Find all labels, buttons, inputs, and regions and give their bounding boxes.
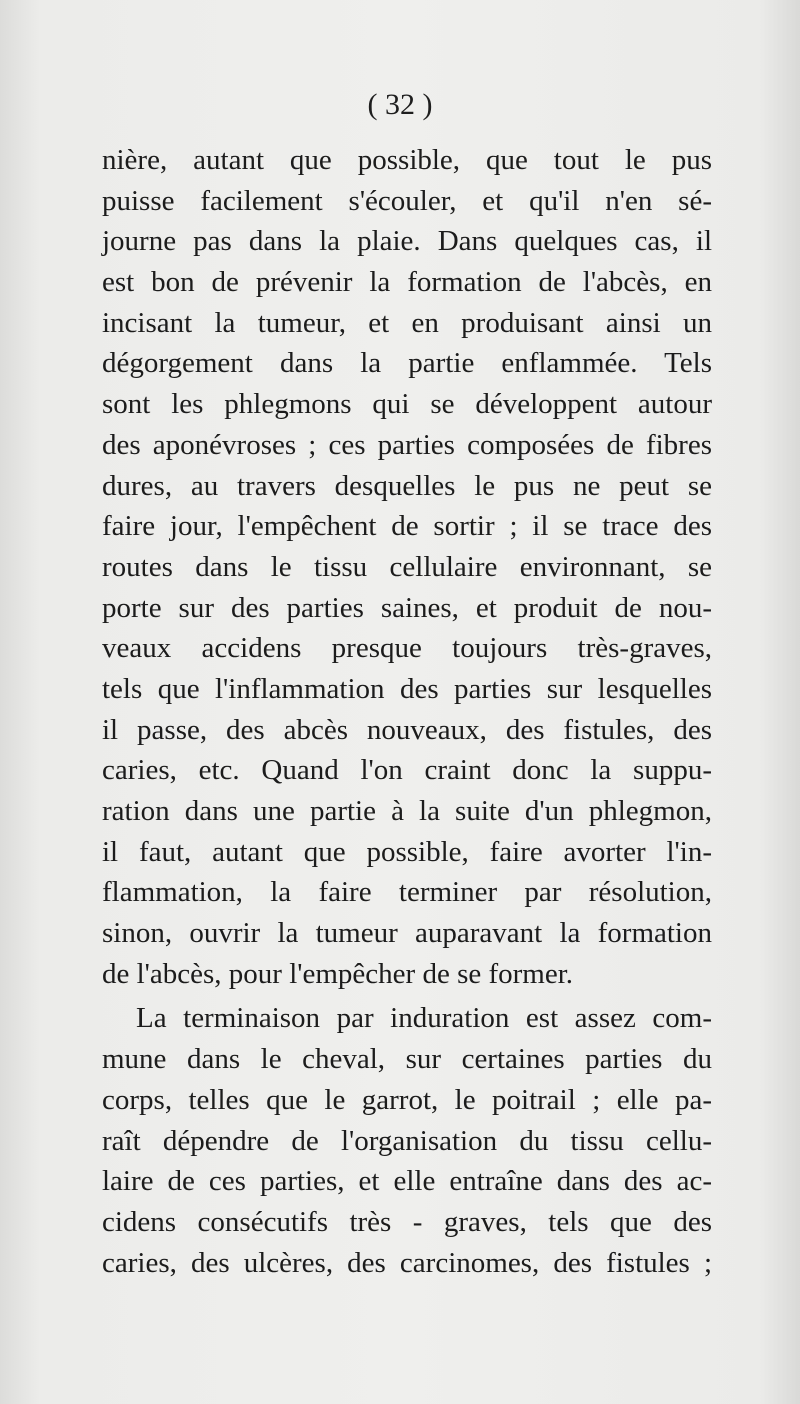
text-line: mune dans le cheval, sur certaines parties du: [102, 1043, 712, 1076]
text-line: caries, etc. Quand l'on craint donc la suppu-: [102, 754, 712, 787]
text-line: il faut, autant que possible, faire avorter l'in-: [102, 835, 712, 868]
text-line: corps, telles que le garrot, le poitrail ; elle pa-: [102, 1083, 712, 1116]
text-line: veaux accidens presque toujours très-graves,: [102, 632, 712, 665]
text-line: sinon, ouvrir la tumeur auparavant la formation: [102, 917, 712, 950]
text-line: journe pas dans la plaie. Dans quelques cas, il: [102, 225, 712, 258]
text-line: il passe, des abcès nouveaux, des fistules, des: [102, 713, 712, 746]
page-number: ( 32 ): [367, 88, 433, 121]
text-line: caries, des ulcères, des carcinomes, des fistules ;: [102, 1246, 712, 1279]
text-line: routes dans le tissu cellulaire environnant, se: [102, 550, 712, 583]
text-line: est bon de prévenir la formation de l'abcès, en: [102, 266, 712, 299]
text-line: de l'abcès, pour l'empêcher de se former.: [102, 957, 574, 990]
text-line: faire jour, l'empêchent de sortir ; il se trace des: [102, 510, 712, 543]
text-line: raît dépendre de l'organisation du tissu cellu-: [102, 1124, 712, 1157]
text-line: cidens consécutifs très - graves, tels que des: [102, 1205, 712, 1238]
text-line: des aponévroses ; ces parties composées de fibres: [102, 428, 712, 461]
paragraph: [102, 998, 712, 1283]
text-line: ration dans une partie à la suite d'un phlegmon,: [102, 795, 712, 827]
paragraph: [102, 140, 712, 994]
text-line: dégorgement dans la partie enflammée. Tels: [102, 347, 712, 380]
text-line: laire de ces parties, et elle entraîne dans des ac-: [102, 1165, 712, 1198]
text-line: flammation, la faire terminer par résolution,: [102, 876, 712, 909]
text-line: sont les phlegmons qui se développent autour: [102, 388, 712, 421]
body-text: [102, 140, 712, 1283]
text-line: La terminaison par induration est assez com-: [136, 1002, 712, 1035]
text-line: dures, au travers desquelles le pus ne peut se: [102, 469, 712, 502]
text-line: puisse facilement s'écouler, et qu'il n'en sé-: [102, 184, 712, 217]
text-line: nière, autant que possible, que tout le pus: [102, 144, 712, 176]
text-line: porte sur des parties saines, et produit de nou-: [102, 591, 712, 624]
text-line: tels que l'inflammation des parties sur lesquelles: [102, 672, 712, 705]
text-line: incisant la tumeur, et en produisant ainsi un: [102, 306, 712, 339]
